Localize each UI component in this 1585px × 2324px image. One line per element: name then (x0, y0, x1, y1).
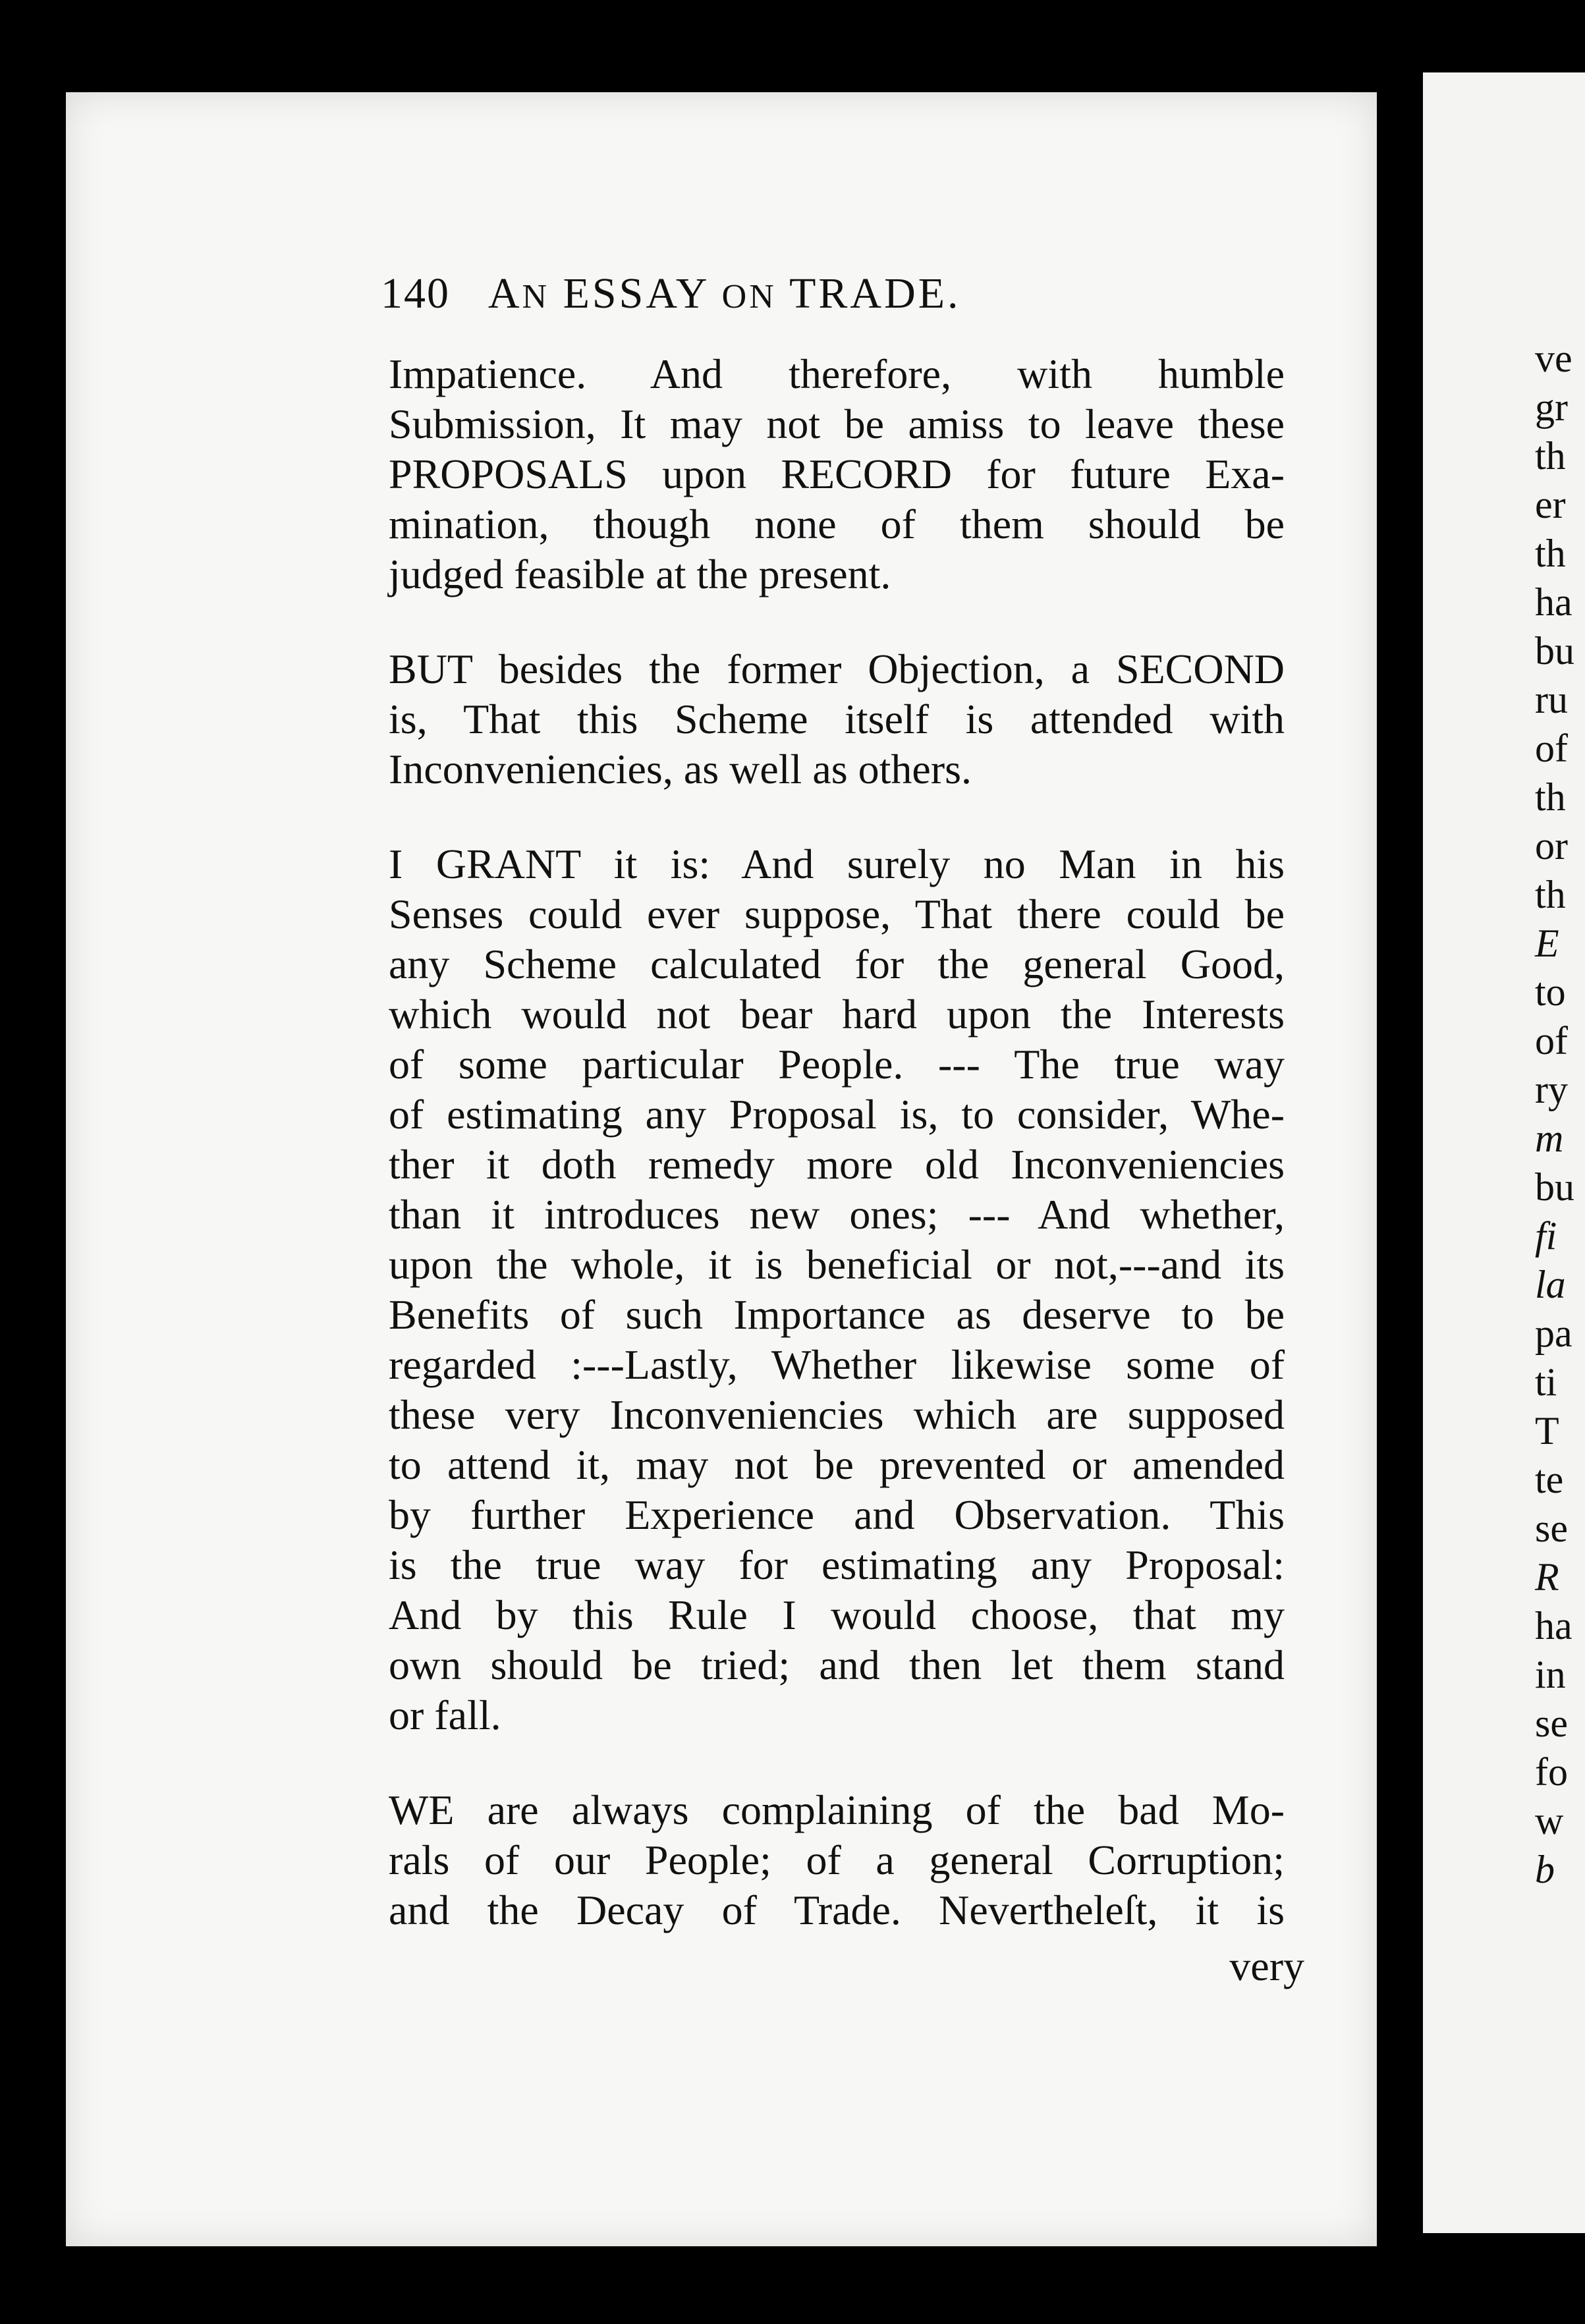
text-line: by further Experience and Observation. This (389, 1491, 1285, 1538)
facing-page-fragment: th (1535, 873, 1566, 916)
facing-page (1423, 72, 1585, 2233)
facing-page-fragment: th (1535, 532, 1566, 575)
running-head (381, 269, 1204, 319)
facing-page-fragment: of (1535, 1019, 1568, 1063)
text-line: rals of our People; of a general Corruption; (389, 1837, 1285, 1883)
text-line: PROPOSALS upon RECORD for future Exa- (389, 451, 1285, 497)
facing-page-fragment: ha (1535, 580, 1572, 624)
facing-page-fragment: of (1535, 727, 1568, 770)
facing-page-fragment: fo (1535, 1750, 1568, 1794)
facing-page-fragment: ti (1535, 1360, 1557, 1404)
running-head-trade: TRADE. (789, 269, 961, 318)
text-line: Submission, It may not be amiss to leave these (389, 401, 1285, 447)
text-line: ther it doth remedy more old Inconveniencies (389, 1141, 1285, 1188)
text-line: these very Inconveniencies which are supposed (389, 1391, 1285, 1438)
facing-page-fragment: se (1535, 1507, 1568, 1550)
text-line: BUT besides the former Objection, a SECOND (389, 646, 1285, 692)
text-line: upon the whole, it is beneficial or not,---and its (389, 1241, 1285, 1288)
facing-page-fragment: ru (1535, 678, 1568, 721)
text-line: regarded :---Lastly, Whether likewise some of (389, 1341, 1285, 1388)
facing-page-fragment: b (1535, 1848, 1555, 1891)
text-line: of some particular People. --- The true way (389, 1041, 1285, 1088)
running-head-title-a: A (487, 269, 522, 318)
facing-page-fragment: E (1535, 922, 1559, 965)
facing-page-fragment: fi (1535, 1214, 1557, 1258)
facing-page-fragment: bu (1535, 1165, 1574, 1209)
facing-page-fragment: in (1535, 1653, 1566, 1696)
facing-page-fragment: pa (1535, 1312, 1572, 1355)
text-line: of estimating any Proposal is, to consider, Whe- (389, 1091, 1285, 1138)
running-head-on: ON (721, 278, 777, 316)
text-line: and the Decay of Trade. Nevertheleſt, it is (389, 1887, 1285, 1933)
facing-page-fragment: gr (1535, 385, 1568, 429)
book-gutter (1377, 0, 1423, 2324)
text-line: And by this Rule I would choose, that my (389, 1591, 1285, 1638)
running-head-title-n: N (522, 278, 550, 316)
facing-page-fragment: T (1535, 1409, 1559, 1452)
text-line: Impatience. And therefore, with humble (389, 350, 1285, 397)
text-line: or fall. (389, 1692, 501, 1738)
facing-page-fragment: th (1535, 775, 1566, 819)
text-line: is, That this Scheme itself is attended with (389, 696, 1285, 742)
facing-page-fragment: or (1535, 824, 1568, 868)
text-line: Senses could ever suppose, That there could be (389, 891, 1285, 937)
running-head-essay: ESSAY (563, 269, 709, 318)
facing-page-fragment: te (1535, 1458, 1564, 1501)
text-line: I GRANT it is: And surely no Man in his (389, 841, 1285, 887)
text-line: Benefits of such Importance as deserve to be (389, 1291, 1285, 1338)
text-line: judged feasible at the present. (389, 551, 891, 597)
facing-page-fragment: se (1535, 1702, 1568, 1745)
text-line: mination, though none of them should be (389, 501, 1285, 547)
page-number: 140 (381, 269, 450, 318)
facing-page-fragment: bu (1535, 629, 1574, 673)
facing-page-fragment: er (1535, 483, 1566, 526)
text-line: is the true way for estimating any Proposal: (389, 1541, 1285, 1588)
text-line: Inconveniencies, as well as others. (389, 746, 972, 792)
facing-page-fragment: ha (1535, 1604, 1572, 1647)
facing-page-fragment: R (1535, 1555, 1559, 1599)
facing-page-fragment: to (1535, 970, 1566, 1014)
facing-page-fragment: la (1535, 1263, 1566, 1306)
text-line: than it introduces new ones; --- And whether, (389, 1191, 1285, 1238)
facing-page-fragment: ry (1535, 1068, 1568, 1111)
text-line: any Scheme calculated for the general Good, (389, 941, 1285, 987)
facing-page-fragment: m (1535, 1117, 1564, 1160)
text-line: WE are always complaining of the bad Mo- (389, 1786, 1285, 1833)
facing-page-fragment: w (1535, 1799, 1564, 1842)
catchword: very (1229, 1943, 1304, 1989)
facing-page-fragment: th (1535, 434, 1566, 478)
text-line: own should be tried; and then let them stand (389, 1642, 1285, 1688)
text-line: which would not bear hard upon the Interests (389, 991, 1285, 1038)
text-line: to attend it, may not be prevented or amended (389, 1441, 1285, 1488)
facing-page-fragment: ve (1535, 337, 1572, 380)
